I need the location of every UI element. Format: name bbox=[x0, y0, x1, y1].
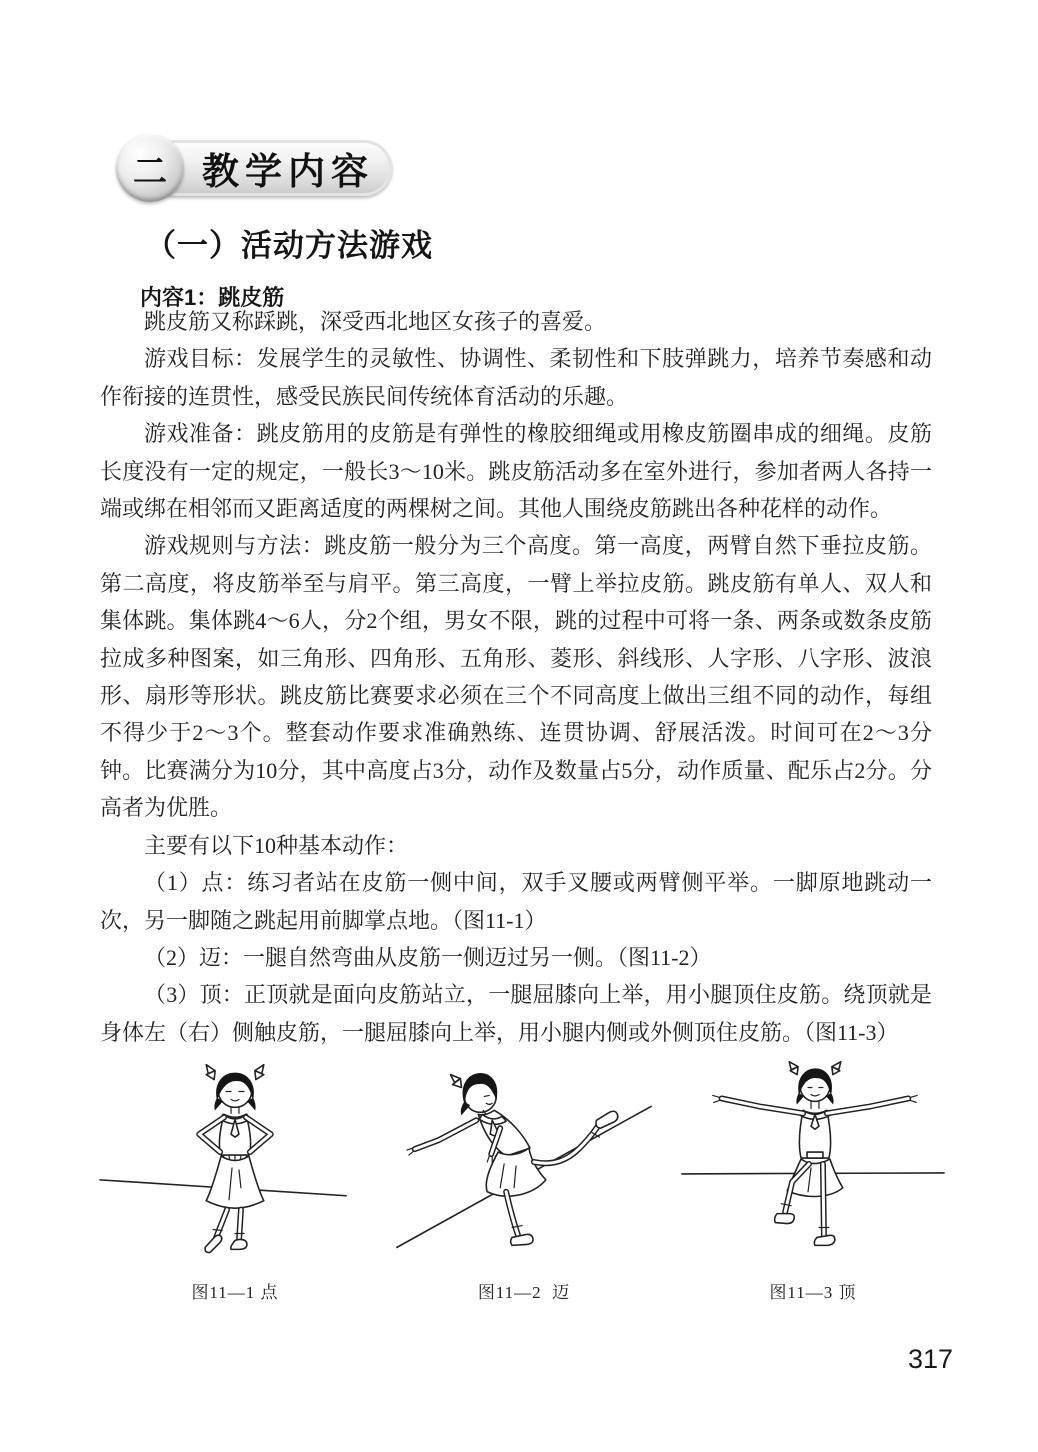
figure-caption: 图11—3 顶 bbox=[769, 1283, 857, 1302]
section-badge-number-text: 二 bbox=[133, 153, 167, 191]
paragraph-moves-intro: 主要有以下10种基本动作： bbox=[144, 832, 409, 858]
section-badge-title: 教学内容 bbox=[202, 152, 374, 193]
girl-knee-hold-illustration bbox=[674, 1052, 952, 1270]
figure-11-3 bbox=[674, 1052, 952, 1303]
paragraph-rules: 游戏规则与方法：跳皮筋一般分为三个高度。第一高度，两臂自然下垂拉皮筋。第二高度，将皮筋举至与肩平。第三高度，一臂上举拉皮筋。跳皮筋有单人、双人和集体跳。集体跳4～6人，分2个组，男女不限，跳的过程中可将一条、两条或数条皮筋拉成多种图案，如三角形、四角形、五角形、菱形、斜线形、人字形、八字形、波浪形、扇形等形状。跳皮筋比赛要求必须在三个不同高度上做出三组不同的动作，每组不得少于2～3个。整套动作要求准确熟练、连贯协调、舒展活泼。时间可在2～3分钟。比赛满分为10分，其中高度占3分，动作及数量占5分，动作质量、配乐占2分。分高者为优胜。 bbox=[100, 533, 932, 821]
section-badge-number bbox=[116, 134, 184, 202]
figure-caption: 图11—2 迈 bbox=[477, 1283, 571, 1302]
figure-11-2 bbox=[385, 1052, 663, 1303]
girl-toe-point-illustration bbox=[96, 1052, 374, 1270]
paragraph-preparation: 游戏准备：跳皮筋用的皮筋是有弹性的橡胶细绳或用橡皮筋圈串成的细绳。皮筋长度没有一定的规定，一般长3～10米。跳皮筋活动多在室外进行，参加者两人各持一端或绑在相邻而又距离适度的两棵树之间。其他人围绕皮筋跳出各种花样的动作。 bbox=[100, 421, 932, 522]
paragraph-move-3-ding: （3）顶：正顶就是面向皮筋站立，一腿屈膝向上举，用小腿顶住皮筋。绕顶就是身体左（右）侧触皮筋，一腿屈膝向上举，用小腿内侧或外侧顶住皮筋。（图11-3） bbox=[100, 982, 932, 1045]
body-text bbox=[100, 303, 932, 1051]
paragraph-move-2-mai: （2）迈：一腿自然弯曲从皮筋一侧迈过另一侧。（图11-2） bbox=[144, 944, 712, 970]
subsection-title: （一）活动方法游戏 bbox=[145, 228, 433, 263]
section-badge-pill bbox=[148, 140, 392, 196]
girl-step-over-illustration bbox=[385, 1052, 663, 1270]
figure-caption: 图11—1 点 bbox=[191, 1283, 279, 1302]
paragraph-intro: 跳皮筋又称踩跳，深受西北地区女孩子的喜爱。 bbox=[144, 309, 607, 334]
paragraph-goal: 游戏目标：发展学生的灵敏性、协调性、柔韧性和下肢弹跳力，培养节奏感和动作衔接的连贯性，感受民族民间传统体育活动的乐趣。 bbox=[100, 346, 932, 409]
content-heading: 内容1：跳皮筋 bbox=[140, 285, 285, 310]
page-number: 317 bbox=[908, 1344, 954, 1374]
paragraph-move-1-dian: （1）点：练习者站在皮筋一侧中间，双手叉腰或两臂侧平举。一脚原地跳动一次，另一脚随之跳起用前脚掌点地。（图11-1） bbox=[100, 870, 932, 933]
figure-row bbox=[96, 1052, 952, 1303]
figure-11-1 bbox=[96, 1052, 374, 1303]
section-badge bbox=[116, 134, 394, 202]
